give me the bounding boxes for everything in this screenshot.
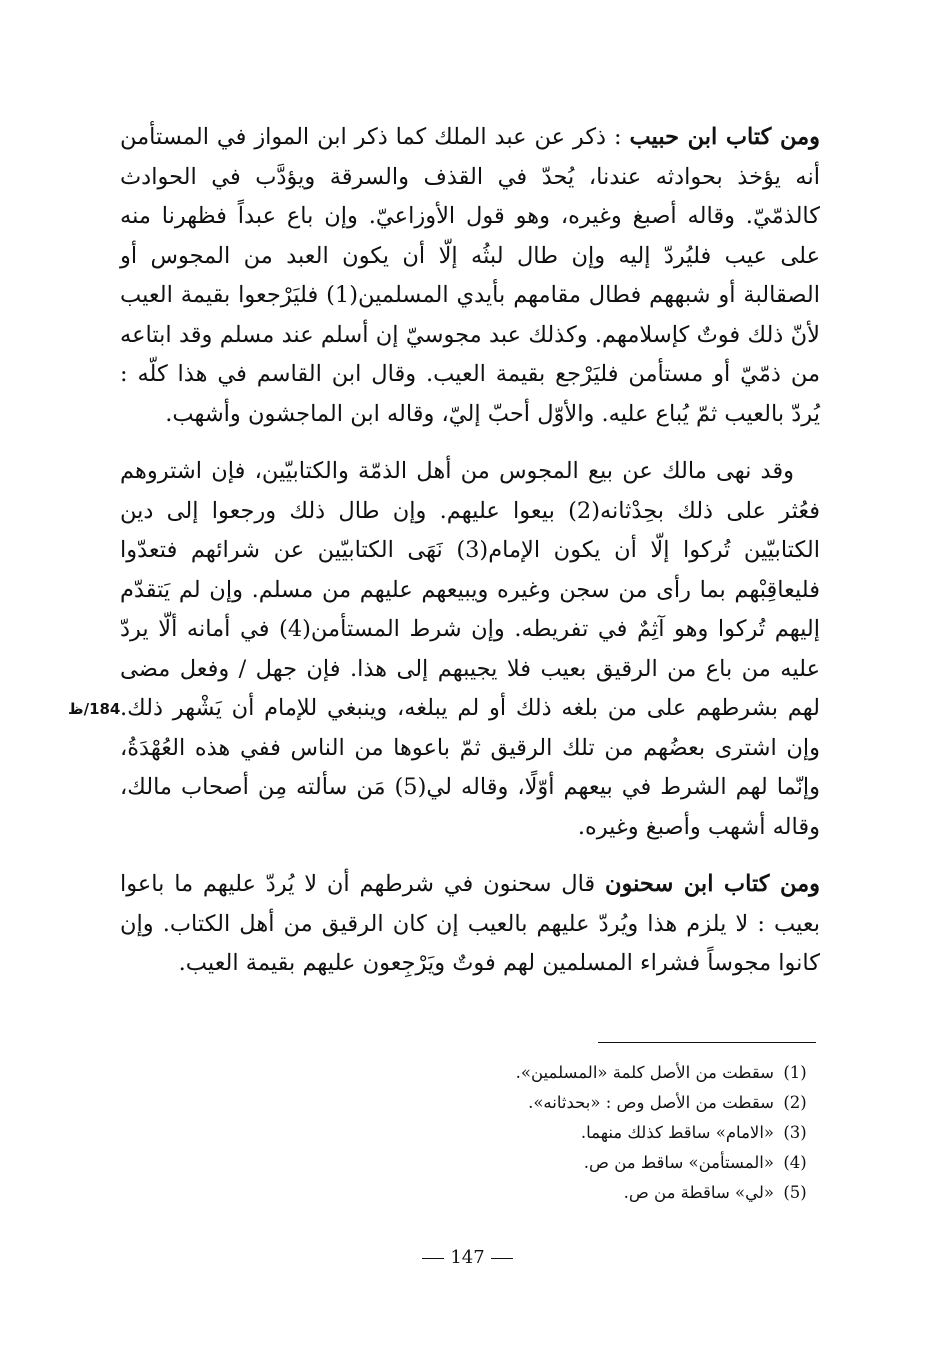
footnote-text: «لي» ساقطة من ص. — [623, 1183, 774, 1202]
page-number — [0, 1247, 935, 1268]
page-number-dash-right — [491, 1258, 513, 1259]
footnote-1 — [300, 1058, 816, 1088]
footnote-text: سقطت من الأصل وص : «بحدثانه». — [528, 1093, 774, 1112]
footnote-3 — [300, 1118, 816, 1148]
paragraph-3 — [120, 865, 820, 984]
paragraph-1-lead: ومن كتاب ابن حبيب — [629, 124, 820, 150]
paragraph-3-lead: ومن كتاب ابن سحنون — [605, 871, 820, 897]
main-text — [120, 118, 820, 1002]
footnote-text: سقطت من الأصل كلمة «المسلمين». — [515, 1063, 774, 1082]
footnote-5 — [300, 1178, 816, 1208]
footnote-divider — [598, 1042, 816, 1043]
footnote-number: (5) — [783, 1183, 807, 1202]
footnote-4 — [300, 1148, 816, 1178]
manuscript-folio-note: 184/ظ — [68, 700, 121, 718]
paragraph-2-text: وقد نهى مالك عن بيع المجوس من أهل الذمّة والكتابيّين، فإن اشتروهم فعُثر على ذلك بحِدْثانه(2) بيعوا عليهم. وإن طال ذلك ورجعوا إلى دين الكتابيّين تُركوا إلّا أن يكون الإمام(3) نَهَى الكتابيّين عن شرائهم فتعدّوا فليعاقِبْهم بما رأى من سجن وغيره ويبيعهم عليهم من مسلم. وإن لم يَتقدّم إليهم تُركوا وهو آثِمٌ في تفريطه. وإن شرط المستأمن(4) في أمانه ألّا يردّ عليه من باع من الرقيق بعيب فلا يجيبهم إلى هذا. فإن جهل / وفعل مضى لهم بشرطهم على من بلغه ذلك أو لم يبلغه، وينبغي للإمام أن يَشْهر ذلك. وإن اشترى بعضُهم من تلك الرقيق ثمّ باعوها من الناس ففي هذه العُهْدَةُ، وإنّما لهم الشرط في بيعهم أوّلًا، وقاله لي(5) مَن سألته مِن أصحاب مالك، وقاله أشهب وأصبغ وغيره. — [120, 458, 820, 840]
paragraph-3-text: قال سحنون في شرطهم أن لا يُردّ عليهم ما باعوا بعيب : لا يلزم هذا ويُردّ عليهم بالعيب إن كان الرقيق من أهل الكتاب. وإن كانوا مجوساً فشراء المسلمين لهم فوتٌ ويَرْجِعون عليهم بقيمة العيب. — [120, 871, 820, 976]
footnote-text: «المستأمن» ساقط من ص. — [583, 1153, 774, 1172]
footnotes — [300, 1058, 816, 1208]
footnote-text: «الامام» ساقط كذلك منهما. — [580, 1123, 774, 1142]
footnote-number: (3) — [783, 1123, 807, 1142]
footnote-number: (4) — [783, 1153, 807, 1172]
page-number-value: 147 — [450, 1247, 485, 1268]
paragraph-1 — [120, 118, 820, 434]
paragraph-2 — [120, 452, 820, 847]
footnote-2 — [300, 1088, 816, 1118]
footnote-number: (1) — [783, 1063, 807, 1082]
paragraph-1-text: : ذكر عن عبد الملك كما ذكر ابن المواز في المستأمن أنه يؤخذ بحوادثه عندنا، يُحدّ في القذف والسرقة ويؤدَّب في الحوادث كالذمّيّ. وقاله أصبغ وغيره، وهو قول الأوزاعيّ. وإن باع عبداً فظهرنا منه على عيب فليُردّ إليه وإن طال لبثُه إلّا أن يكون العبد من المجوس أو الصقالبة أو شبههم فطال مقامهم بأيدي المسلمين(1) فليَرْجعوا بقيمة العيب لأنّ ذلك فوتٌ كإسلامهم. وكذلك عبد مجوسيّ إن أسلم عند مسلم وقد ابتاعه من ذمّيّ أو مستأمن فليَرْجع بقيمة العيب. وقال ابن القاسم في هذا كلّه : يُردّ بالعيب ثمّ يُباع عليه. والأوّل أحبّ إليّ، وقاله ابن الماجشون وأشهب. — [120, 124, 820, 427]
page-number-dash-left — [422, 1258, 444, 1259]
footnote-number: (2) — [783, 1093, 807, 1112]
